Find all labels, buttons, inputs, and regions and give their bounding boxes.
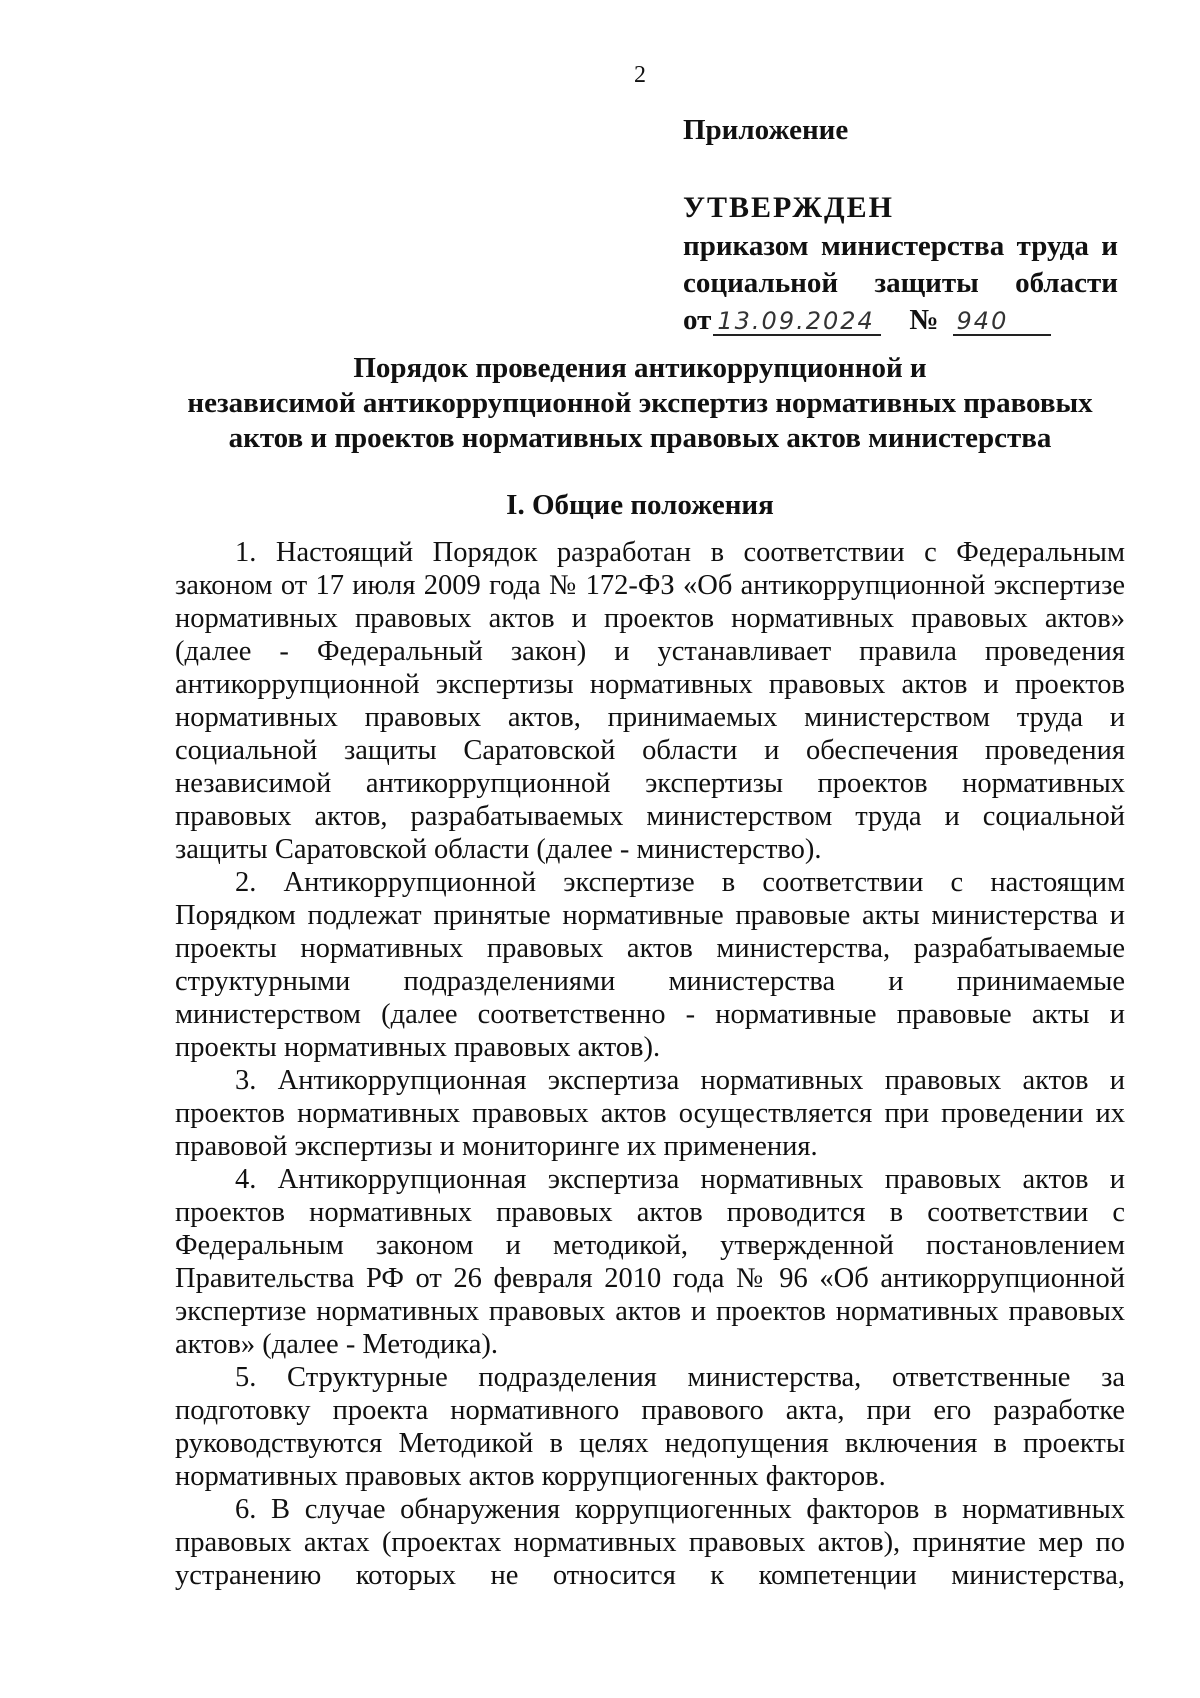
approval-block	[683, 112, 1118, 339]
number-sign: №	[909, 304, 939, 336]
handwritten-date: 13.09.2024	[713, 308, 881, 336]
paragraph-6: 6. В случае обнаружения коррупциогенных факторов в нормативных правовых актах (проектах нормативных правовых актов), принятие мер по устранению которых не относится к компетенции министерства,	[175, 1494, 1125, 1591]
approval-line-2: социальной защиты области	[683, 267, 1118, 299]
page-number: 2	[634, 62, 646, 88]
date-prefix: от	[683, 304, 712, 336]
title-line-1: Порядок проведения антикоррупционной и	[353, 352, 927, 384]
body-text	[175, 536, 1125, 1592]
title-line-2: независимой антикоррупционной экспертиз нормативных правовых	[187, 387, 1093, 419]
section-heading: I. Общие положения	[506, 489, 774, 521]
handwritten-number: 940	[953, 308, 1051, 336]
approved-label: УТВЕРЖДЕН	[683, 191, 894, 224]
approval-date-line	[683, 302, 1118, 339]
approval-line-1: приказом министерства труда и	[683, 230, 1118, 262]
title-line-3: актов и проектов нормативных правовых актов министерства	[228, 422, 1052, 454]
paragraph-5: 5. Структурные подразделения министерства, ответственные за подготовку проекта нормативного правового акта, при его разработке руководствуются Методикой в целях недопущения включения в проекты нормативных правовых актов коррупциогенных факторов.	[175, 1362, 1125, 1492]
document-title	[130, 351, 1150, 456]
paragraph-3: 3. Антикоррупционная экспертиза нормативных правовых актов и проектов нормативных правовых актов осуществляется при проведении их правовой экспертизы и мониторинге их применения.	[175, 1065, 1125, 1162]
appendix-label: Приложение	[683, 114, 849, 146]
paragraph-1: 1. Настоящий Порядок разработан в соответствии с Федеральным законом от 17 июля 2009 года № 172-ФЗ «Об антикоррупционной экспертизе нормативных правовых актов и проектов нормативных правовых актов» (далее - Федеральный закон) и устанавливает правила проведения антикоррупционной экспертизы нормативных правовых актов и проектов нормативных правовых актов, принимаемых министерством труда и социальной защиты Саратовской области и обеспечения проведения независимой антикоррупционной экспертизы проектов нормативных правовых актов, разрабатываемых министерством труда и социальной защиты Саратовской области (далее - министерство).	[175, 537, 1125, 865]
paragraph-2: 2. Антикоррупционной экспертизе в соответствии с настоящим Порядком подлежат принятые нормативные правовые акты министерства и проекты нормативных правовых актов министерства, разрабатываемые структурными подразделениями министерства и принимаемые министерством (далее соответственно - нормативные правовые акты и проекты нормативных правовых актов).	[175, 867, 1125, 1063]
paragraph-4: 4. Антикоррупционная экспертиза нормативных правовых актов и проектов нормативных правовых актов проводится в соответствии с Федеральным законом и методикой, утвержденной постановлением Правительства РФ от 26 февраля 2010 года № 96 «Об антикоррупционной экспертизе нормативных правовых актов и проектов нормативных правовых актов» (далее - Методика).	[175, 1164, 1125, 1360]
